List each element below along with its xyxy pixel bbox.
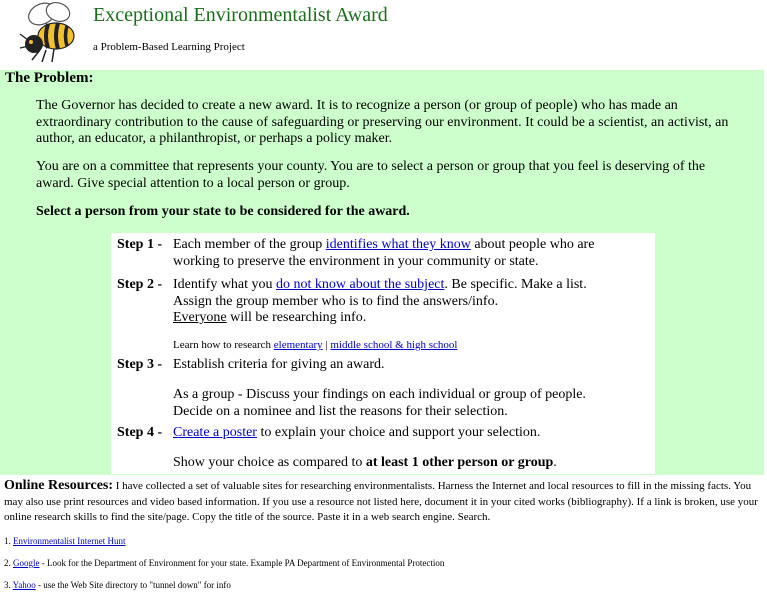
google-link[interactable]: Google: [13, 558, 40, 568]
resource-number: 1.: [4, 536, 13, 546]
step-3-text: [173, 357, 643, 374]
do-not-know-link[interactable]: do not know about the subject: [276, 277, 445, 292]
problem-paragraph-1: The Governor has decided to create a new award. It is to recognize a person (or group of people) who has made an extraordinary contribution to the cause of safeguarding or preserving our environment. It could be a scientist, an activist, an author, an educator, a philanthropist, or perhaps a policy maker.: [36, 98, 729, 146]
elementary-link[interactable]: elementary: [273, 339, 323, 351]
learn-label: Learn how to research: [173, 339, 274, 351]
yahoo-link[interactable]: Yahoo: [12, 580, 36, 590]
step-4-after: to explain your choice and support your selection.: [256, 425, 541, 440]
problem-paragraph-2: You are on a committee that represents your county. You are to select a person or group that you feel is deserving of the award. Give special attention to a local person or group.: [36, 159, 706, 191]
create-poster-link[interactable]: Create a poster: [173, 425, 257, 440]
resource-number: 2.: [4, 558, 13, 568]
step-1-label: Step 1 -: [117, 237, 163, 252]
step-4-compare-before: Show your choice as compared to: [173, 455, 366, 470]
step-2-text: [173, 277, 643, 327]
step-3-discuss: [173, 387, 643, 420]
step-3-label: Step 3 -: [117, 357, 163, 372]
step-2-everyone: Everyone: [173, 310, 227, 325]
resource-item-3: [4, 580, 231, 590]
resource-item-2: [4, 558, 444, 568]
step-4-text: [173, 425, 643, 442]
problem-heading: The Problem:: [5, 70, 94, 86]
step-2-after: . Be specific. Make a list.: [444, 277, 587, 292]
step-1-before: Each member of the group: [173, 237, 326, 252]
step-4-compare-bold: at least 1 other person or group: [365, 455, 554, 470]
online-resources-heading: Online Resources:: [4, 478, 114, 493]
step-4-compare-after: .: [553, 455, 557, 470]
step-1-text: [173, 237, 643, 270]
step-2-before: Identify what you: [173, 277, 277, 292]
identifies-link[interactable]: identifies what they know: [325, 237, 471, 252]
steps-box: [111, 233, 655, 474]
page-title: Exceptional Environmentalist Award: [93, 4, 388, 26]
link-separator: |: [322, 339, 331, 351]
online-resources-text: I have collected a set of valuable sites for researching environmentalists. Harness the Internet and local resources to fill in the missing facts. You may also use print resources and video based information. If you use a resource not listed here, document it in your cited works (bibliography). If a link is broken, use your online research skills to find the site/page. Copy the title of the source. Paste it in a web search engine. Search.: [4, 480, 758, 523]
step-2-line-3: will be researching info.: [226, 310, 367, 325]
problem-section: [0, 70, 764, 475]
problem-instruction: Select a person from your state to be considered for the award.: [36, 204, 410, 219]
step-2-line-2: Assign the group member who is to find the answers/info.: [173, 293, 499, 309]
online-resources: [4, 478, 762, 526]
resource-desc: - Look for the Department of Environment for your state. Example PA Department of Environmental Protection: [39, 558, 445, 568]
step-3-line-1: Establish criteria for giving an award.: [173, 357, 385, 372]
page-subtitle: a Problem-Based Learning Project: [93, 41, 245, 53]
resource-item-1: [4, 536, 125, 546]
step-4-label: Step 4 -: [117, 425, 163, 440]
learn-research-line: [173, 337, 643, 354]
step-3-line-3: Decide on a nominee and list the reasons for their selection.: [173, 403, 508, 419]
middle-high-school-link[interactable]: middle school & high school: [330, 339, 458, 351]
step-4-compare: [173, 455, 643, 472]
resource-number: 3.: [4, 580, 13, 590]
environmentalist-hunt-link[interactable]: Environmentalist Internet Hunt: [13, 536, 126, 546]
bee-icon: [12, 0, 82, 64]
step-1-after: about people who are working to preserve the environment in your community or state.: [173, 237, 595, 269]
step-3-line-2: As a group - Discuss your findings on each individual or group of people.: [173, 387, 586, 402]
page-header: [0, 0, 767, 68]
resource-desc: - use the Web Site directory to "tunnel down" for info: [35, 580, 231, 590]
step-2-label: Step 2 -: [117, 277, 163, 292]
